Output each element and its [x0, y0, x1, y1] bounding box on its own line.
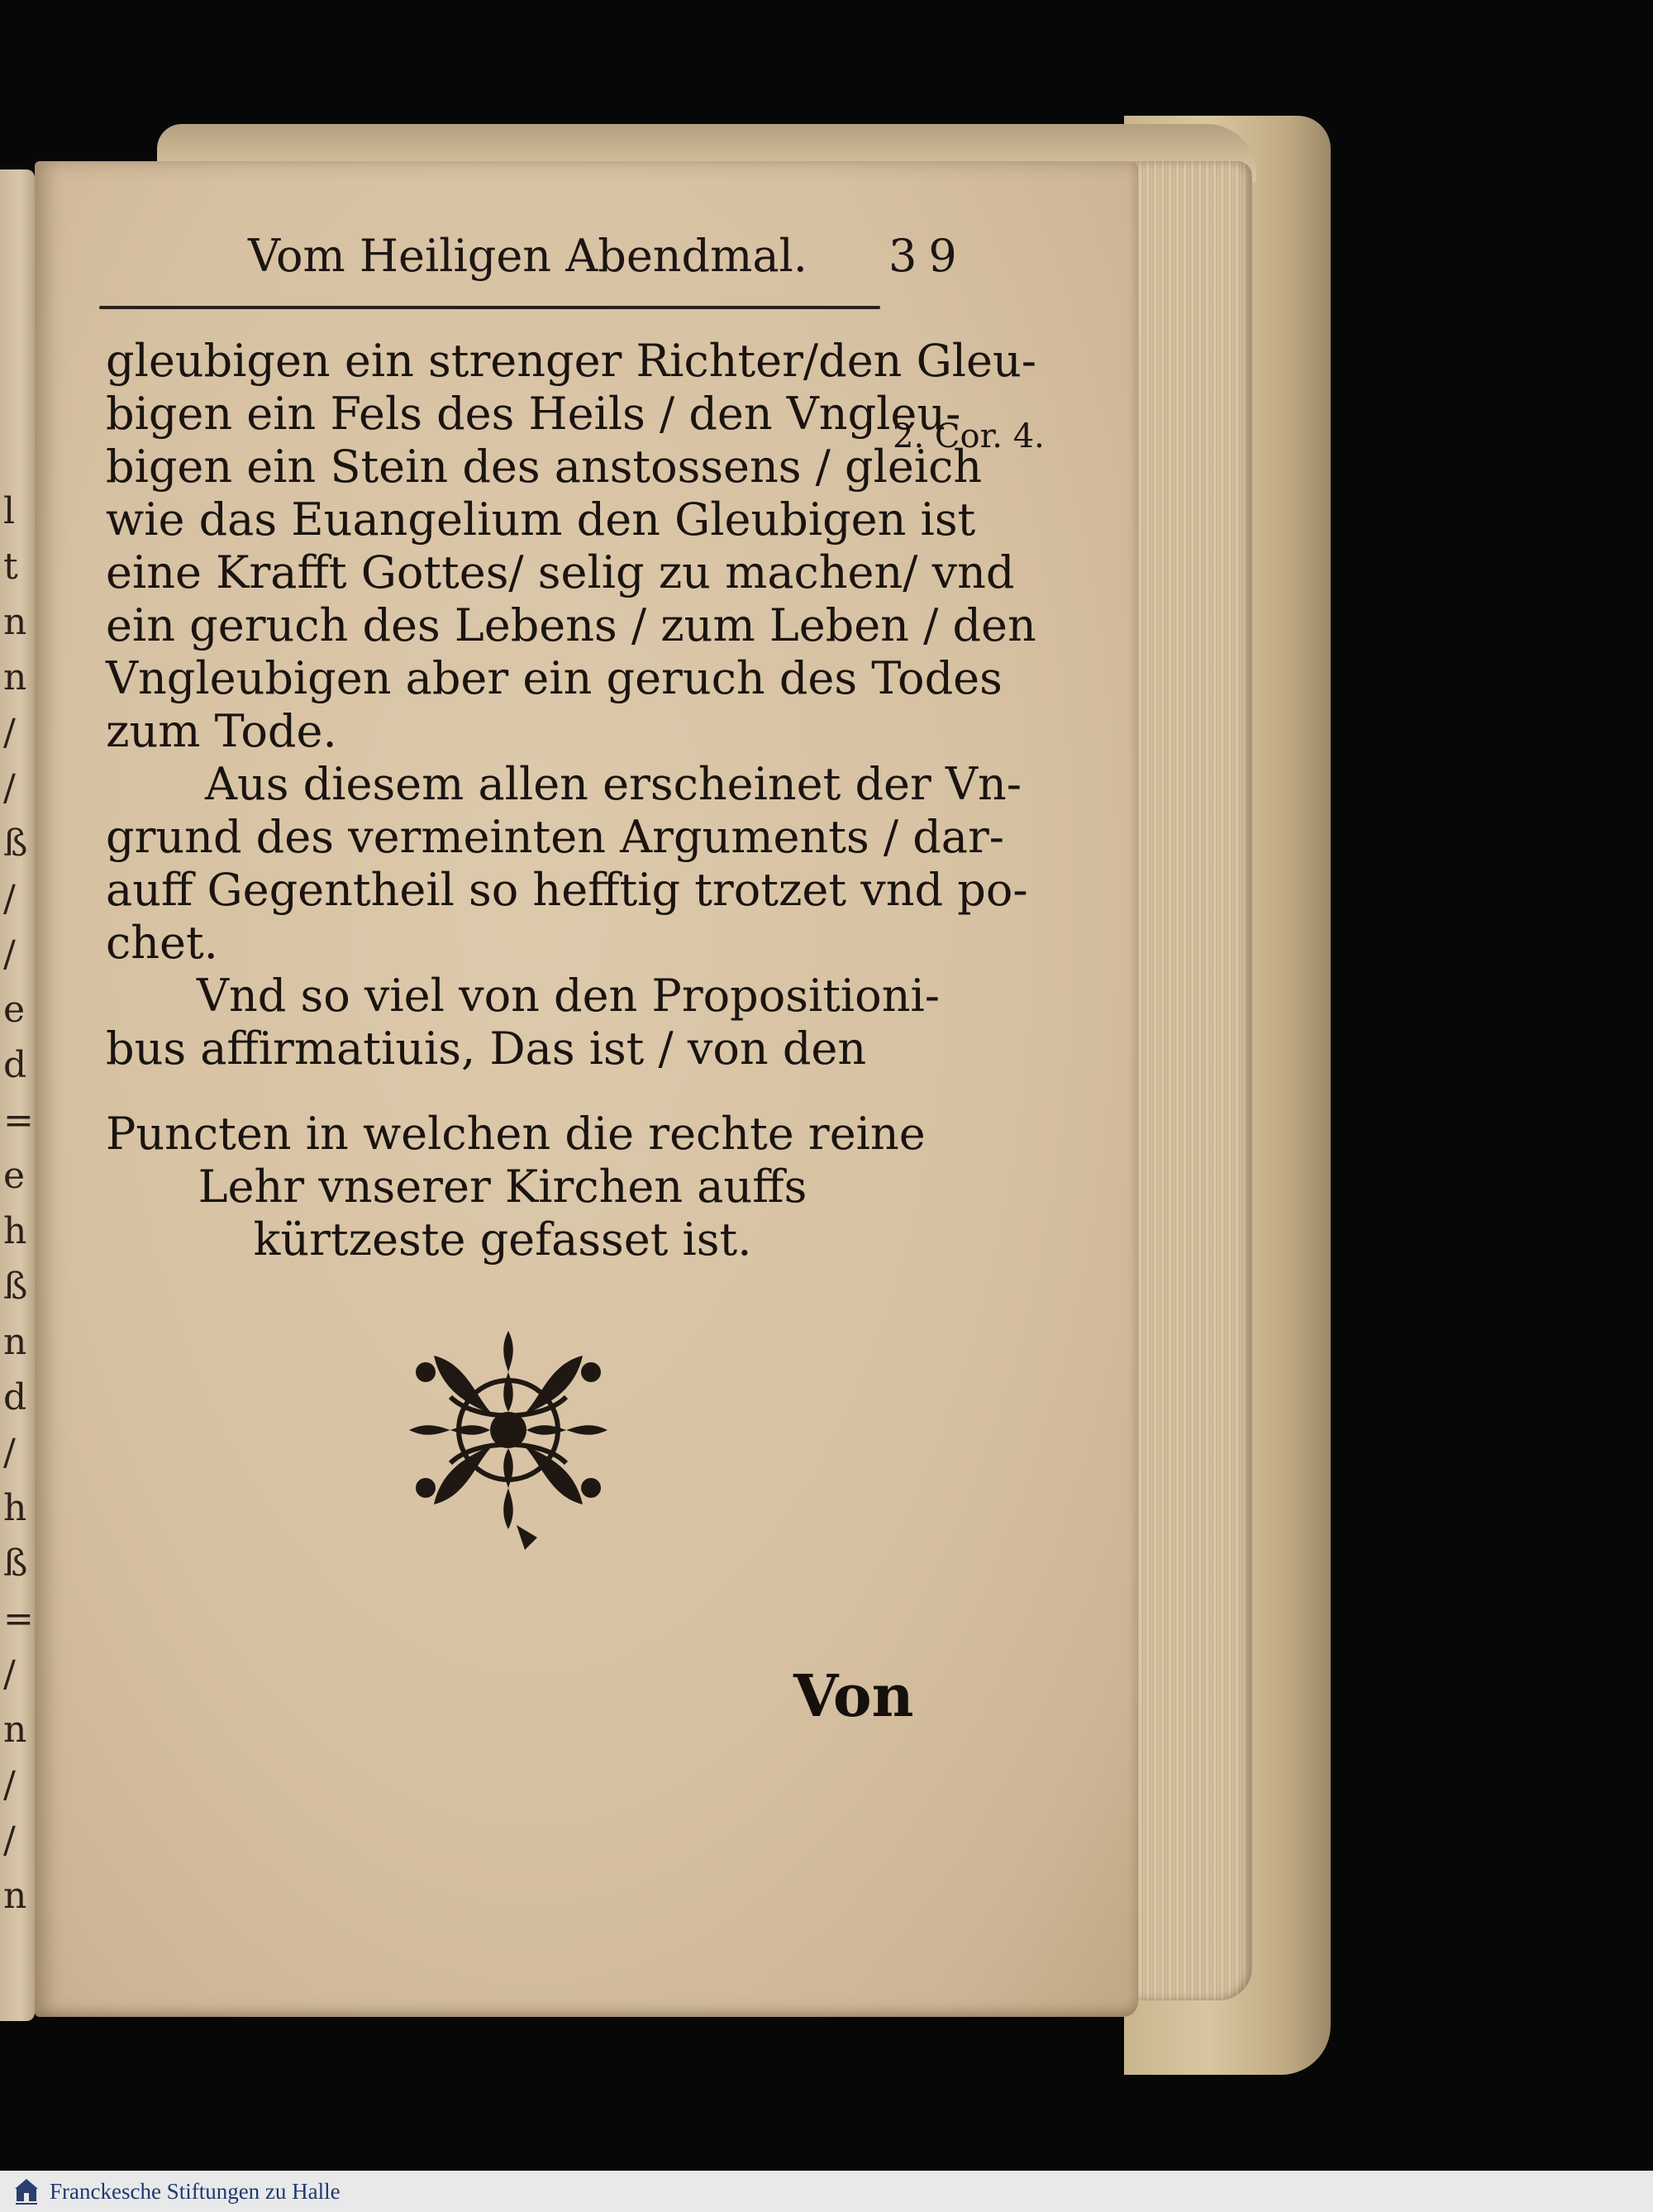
- left-fragment: /: [3, 933, 16, 975]
- closing-text: [106, 1108, 926, 1266]
- left-fragment: /: [3, 1653, 16, 1695]
- left-fragment: /: [3, 767, 16, 809]
- closing-line: Puncten in welchen die rechte reine: [106, 1108, 926, 1160]
- text-line: bus affirmatiuis, Das ist / von den: [106, 1023, 867, 1075]
- left-fragment: l: [3, 490, 16, 532]
- floral-ornament-icon: [393, 1314, 624, 1554]
- left-fragment: e: [3, 1155, 26, 1197]
- page-edges: [1128, 161, 1252, 2000]
- text-line: eine Krafft Gottes/ selig zu machen/ vnd: [106, 546, 1015, 598]
- left-fragment: /: [3, 878, 16, 920]
- closing-line: kürtzeste gefasset ist.: [253, 1213, 752, 1266]
- institution-name: Franckesche Stiftungen zu Halle: [50, 2178, 341, 2204]
- text-line: chet.: [106, 917, 218, 969]
- text-line: grund des vermeinten Arguments / dar-: [106, 811, 1005, 863]
- left-fragment: n: [3, 601, 27, 643]
- left-fragment: /: [3, 1819, 16, 1862]
- left-page-fragments: [3, 484, 33, 1924]
- closing-line: Lehr vnserer Kirchen auffs: [198, 1161, 807, 1213]
- left-fragment: /: [3, 712, 16, 754]
- left-fragment: n: [3, 1321, 27, 1363]
- page-number: 39: [888, 230, 969, 282]
- catchword: Von: [793, 1661, 914, 1730]
- institution-logo-icon: [12, 2175, 41, 2208]
- left-fragment: =: [3, 1099, 34, 1142]
- left-fragment: n: [3, 656, 27, 698]
- text-line: gleubigen ein strenger Richter/den Gleu-: [106, 335, 1036, 387]
- left-fragment: ß: [3, 1542, 28, 1585]
- left-fragment: t: [3, 546, 18, 588]
- header-rule: [99, 306, 880, 309]
- left-fragment: e: [3, 989, 26, 1031]
- text-line: zum Tode.: [106, 705, 337, 757]
- left-fragment: ß: [3, 822, 28, 865]
- text-line: wie das Euangelium den Gleubigen ist: [106, 493, 976, 546]
- left-fragment: =: [3, 1598, 34, 1640]
- text-line: auff Gegentheil so hefftig trotzet vnd po-: [106, 864, 1028, 916]
- left-fragment: h: [3, 1487, 27, 1529]
- left-fragment: h: [3, 1210, 27, 1252]
- left-fragment: ß: [3, 1266, 28, 1308]
- left-fragment: n: [3, 1709, 27, 1751]
- left-fragment: d: [3, 1376, 27, 1418]
- text-line: ein geruch des Lebens / zum Leben / den: [106, 599, 1036, 651]
- margin-note: 2. Cor. 4.: [893, 417, 1045, 455]
- text-line: Vngleubigen aber ein geruch des Todes: [106, 652, 1003, 704]
- left-fragment: n: [3, 1875, 27, 1917]
- text-line: Vnd so viel von den Propositioni-: [197, 970, 940, 1022]
- text-line: Aus diesem allen erscheinet der Vn-: [205, 758, 1022, 810]
- left-fragment: /: [3, 1764, 16, 1806]
- running-head: Vom Heiligen Abendmal.: [248, 230, 807, 282]
- left-page-sliver: [0, 169, 35, 2021]
- left-fragment: /: [3, 1432, 16, 1474]
- left-fragment: d: [3, 1044, 27, 1086]
- footer-bar: [0, 2171, 1653, 2212]
- text-line: bigen ein Stein des anstossens / gleich: [106, 441, 983, 493]
- text-line: bigen ein Fels des Heils / den Vngleu-: [106, 388, 961, 440]
